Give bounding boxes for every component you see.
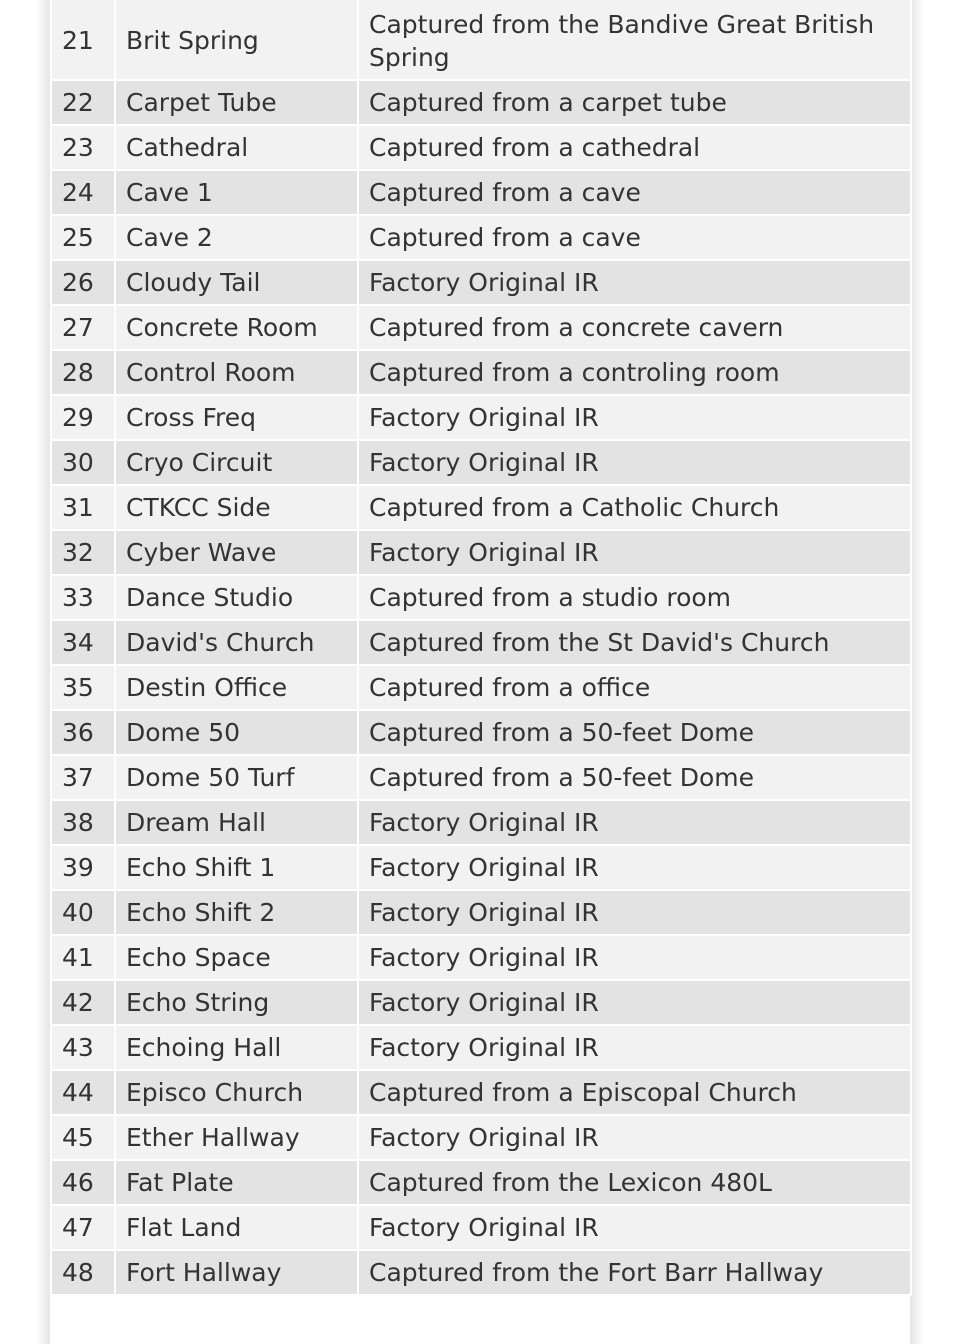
table-row <box>51 1250 911 1295</box>
ir-name-cell: Dream Hall <box>115 800 358 845</box>
ir-name-cell: Dance Studio <box>115 575 358 620</box>
ir-number-cell: 25 <box>51 215 115 260</box>
table-shadow-left <box>36 0 50 1344</box>
table-row <box>51 665 911 710</box>
ir-description-cell: Captured from a 50-feet Dome <box>358 755 911 800</box>
ir-description-cell: Captured from a studio room <box>358 575 911 620</box>
table-row <box>51 260 911 305</box>
ir-name-cell: Echo Shift 1 <box>115 845 358 890</box>
ir-number-cell: 35 <box>51 665 115 710</box>
ir-description-cell: Captured from a office <box>358 665 911 710</box>
ir-description-cell: Factory Original IR <box>358 395 911 440</box>
ir-description-cell: Factory Original IR <box>358 1025 911 1070</box>
ir-number-cell: 36 <box>51 710 115 755</box>
table-row <box>51 845 911 890</box>
table-row <box>51 215 911 260</box>
ir-description-cell: Captured from a Catholic Church <box>358 485 911 530</box>
ir-description-cell: Captured from a cathedral <box>358 125 911 170</box>
ir-name-cell: Episco Church <box>115 1070 358 1115</box>
ir-name-cell: Cave 2 <box>115 215 358 260</box>
ir-number-cell: 34 <box>51 620 115 665</box>
ir-name-cell: Echo String <box>115 980 358 1025</box>
ir-number-cell: 39 <box>51 845 115 890</box>
ir-number-cell: 29 <box>51 395 115 440</box>
ir-name-cell: Dome 50 Turf <box>115 755 358 800</box>
ir-number-cell: 23 <box>51 125 115 170</box>
ir-description-cell: Factory Original IR <box>358 890 911 935</box>
table-row <box>51 980 911 1025</box>
ir-description-cell: Factory Original IR <box>358 260 911 305</box>
table-shadow-right <box>910 0 924 1344</box>
ir-description-cell: Captured from a carpet tube <box>358 80 911 125</box>
ir-name-cell: Fat Plate <box>115 1160 358 1205</box>
ir-description-cell: Captured from the St David's Church <box>358 620 911 665</box>
ir-number-cell: 22 <box>51 80 115 125</box>
ir-name-cell: Cave 1 <box>115 170 358 215</box>
ir-number-cell: 48 <box>51 1250 115 1295</box>
ir-number-cell: 45 <box>51 1115 115 1160</box>
ir-name-cell: Fort Hallway <box>115 1250 358 1295</box>
table-row <box>51 800 911 845</box>
ir-number-cell: 31 <box>51 485 115 530</box>
ir-description-cell: Captured from a cave <box>358 170 911 215</box>
table-row <box>51 125 911 170</box>
ir-name-cell: Echo Space <box>115 935 358 980</box>
ir-name-cell: Carpet Tube <box>115 80 358 125</box>
ir-number-cell: 47 <box>51 1205 115 1250</box>
table-row <box>51 1115 911 1160</box>
ir-name-cell: Concrete Room <box>115 305 358 350</box>
ir-name-cell: Ether Hallway <box>115 1115 358 1160</box>
ir-number-cell: 38 <box>51 800 115 845</box>
table-row <box>51 530 911 575</box>
ir-name-cell: Cryo Circuit <box>115 440 358 485</box>
table-row <box>51 305 911 350</box>
ir-description-cell: Captured from a cave <box>358 215 911 260</box>
table-row <box>51 1070 911 1115</box>
ir-number-cell: 40 <box>51 890 115 935</box>
table-row <box>51 1160 911 1205</box>
ir-name-cell: CTKCC Side <box>115 485 358 530</box>
ir-name-cell: David's Church <box>115 620 358 665</box>
ir-name-cell: Echo Shift 2 <box>115 890 358 935</box>
table-row <box>51 710 911 755</box>
table-row <box>51 935 911 980</box>
table-row <box>51 80 911 125</box>
table-row <box>51 575 911 620</box>
ir-description-cell: Factory Original IR <box>358 845 911 890</box>
ir-name-cell: Cathedral <box>115 125 358 170</box>
table-row <box>51 350 911 395</box>
ir-description-cell: Captured from a Episcopal Church <box>358 1070 911 1115</box>
ir-description-cell: Factory Original IR <box>358 1205 911 1250</box>
ir-name-cell: Dome 50 <box>115 710 358 755</box>
ir-name-cell: Cyber Wave <box>115 530 358 575</box>
ir-number-cell: 43 <box>51 1025 115 1070</box>
table-row <box>51 485 911 530</box>
ir-number-cell: 46 <box>51 1160 115 1205</box>
ir-description-cell: Captured from the Lexicon 480L <box>358 1160 911 1205</box>
table-row <box>51 170 911 215</box>
ir-number-cell: 21 <box>51 0 115 80</box>
ir-number-cell: 26 <box>51 260 115 305</box>
ir-description-cell: Factory Original IR <box>358 440 911 485</box>
ir-description-cell: Factory Original IR <box>358 1115 911 1160</box>
ir-name-cell: Echoing Hall <box>115 1025 358 1070</box>
ir-number-cell: 33 <box>51 575 115 620</box>
ir-name-cell: Cross Freq <box>115 395 358 440</box>
ir-number-cell: 28 <box>51 350 115 395</box>
table-row <box>51 395 911 440</box>
ir-description-cell: Captured from the Bandive Great British Spring <box>358 0 911 80</box>
ir-number-cell: 42 <box>51 980 115 1025</box>
ir-number-cell: 32 <box>51 530 115 575</box>
table-row <box>51 0 911 80</box>
ir-list-table <box>50 0 912 1296</box>
ir-description-cell: Captured from a controling room <box>358 350 911 395</box>
ir-description-cell: Captured from a 50-feet Dome <box>358 710 911 755</box>
ir-description-cell: Factory Original IR <box>358 935 911 980</box>
ir-table-body <box>51 0 911 1295</box>
ir-name-cell: Flat Land <box>115 1205 358 1250</box>
ir-number-cell: 41 <box>51 935 115 980</box>
ir-name-cell: Brit Spring <box>115 0 358 80</box>
ir-name-cell: Control Room <box>115 350 358 395</box>
ir-number-cell: 24 <box>51 170 115 215</box>
ir-description-cell: Factory Original IR <box>358 800 911 845</box>
table-row <box>51 1025 911 1070</box>
ir-name-cell: Destin Office <box>115 665 358 710</box>
ir-description-cell: Captured from the Fort Barr Hallway <box>358 1250 911 1295</box>
table-row <box>51 620 911 665</box>
ir-description-cell: Factory Original IR <box>358 980 911 1025</box>
ir-number-cell: 44 <box>51 1070 115 1115</box>
table-row <box>51 755 911 800</box>
ir-number-cell: 37 <box>51 755 115 800</box>
table-row <box>51 440 911 485</box>
ir-number-cell: 27 <box>51 305 115 350</box>
table-row <box>51 890 911 935</box>
ir-description-cell: Captured from a concrete cavern <box>358 305 911 350</box>
ir-name-cell: Cloudy Tail <box>115 260 358 305</box>
table-row <box>51 1205 911 1250</box>
ir-number-cell: 30 <box>51 440 115 485</box>
ir-description-cell: Factory Original IR <box>358 530 911 575</box>
